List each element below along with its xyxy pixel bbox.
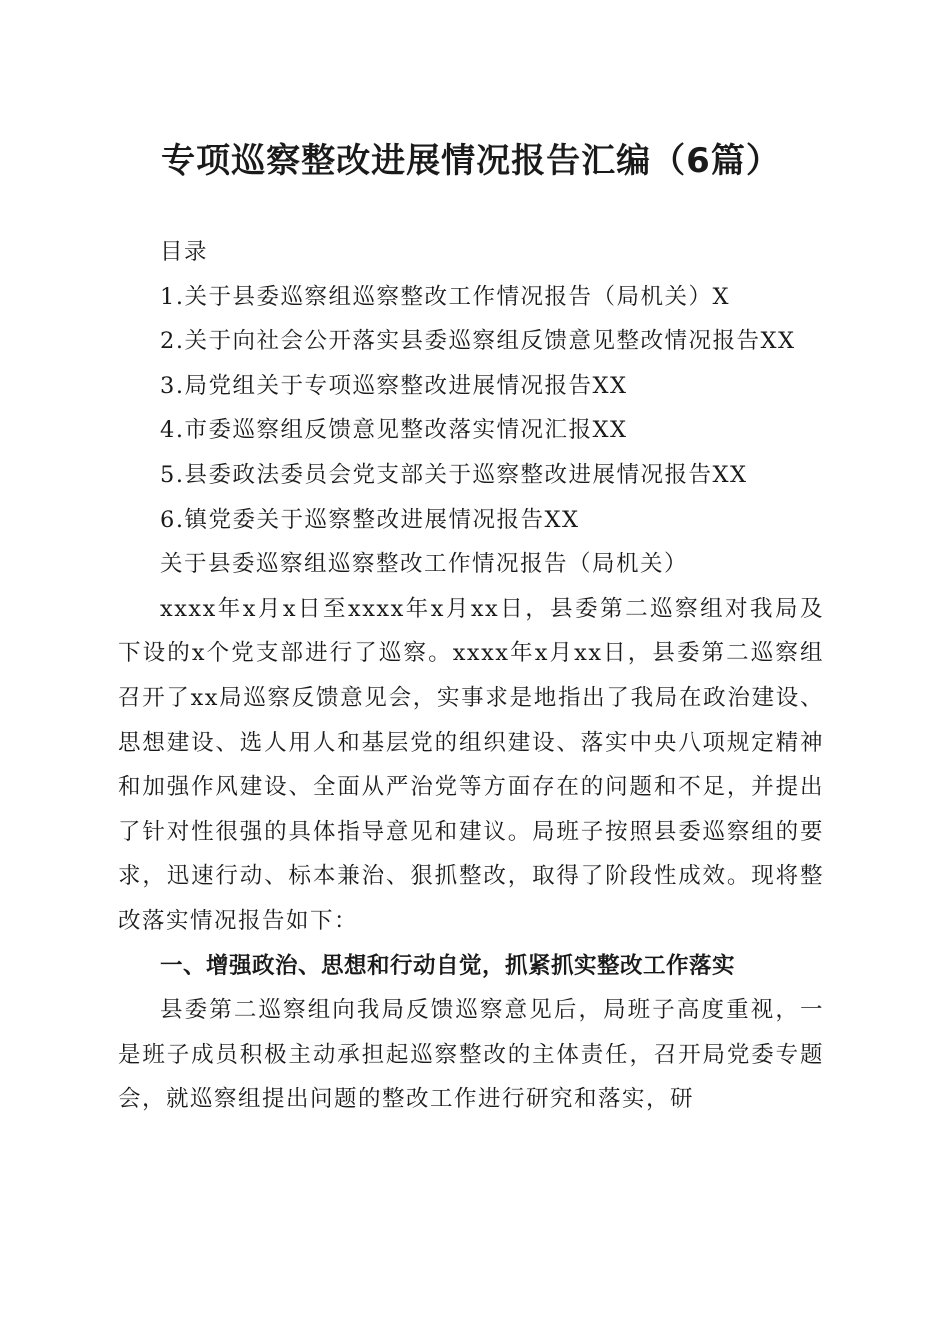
document-title: 专项巡察整改进展情况报告汇编（6篇） bbox=[161, 141, 781, 181]
toc-label: 目录 bbox=[160, 239, 209, 265]
toc-item-1: 1.关于县委巡察组巡察整改工作情况报告（局机关）X bbox=[160, 283, 730, 310]
toc-item-5: 5.县委政法委员会党支部关于巡察整改进展情况报告XX bbox=[160, 461, 748, 488]
toc-item-4: 4.市委巡察组反馈意见整改落实情况汇报XX bbox=[160, 417, 628, 444]
toc-item-3: 3.局党组关于专项巡察整改进展情况报告XX bbox=[160, 372, 628, 399]
toc-item-6: 6.镇党委关于巡察整改进展情况报告XX bbox=[160, 506, 580, 533]
paragraph-1: xxxx年x月x日至xxxx年x月xx日，县委第二巡察组对我局及下设的x个党支部进行了巡察。xxxx年x月xx日，县委第二巡察组召开了xx局巡察反馈意见会，实事求是地指出了我局在政治建设、思想建设、选人用人和基层党的组织建设、落实中央八项规定精神和加强作风建设、全面从严治党等方面存在的问题和不足，并提出了针对性很强的具体指导意见和建议。局班子按照县委巡察组的要求，迅速行动、标本兼治、狠抓整改，取得了阶段性成效。现将整改落实情况报告如下： bbox=[118, 595, 824, 934]
document-body bbox=[118, 230, 824, 1122]
paragraph-2: 县委第二巡察组向我局反馈巡察意见后，局班子高度重视，一是班子成员积极主动承担起巡察整改的主体责任，召开局党委专题会，就巡察组提出问题的整改工作进行研究和落实，研 bbox=[118, 997, 824, 1113]
article-title: 关于县委巡察组巡察整改工作情况报告（局机关） bbox=[160, 551, 689, 578]
section-1-heading: 一、增强政治、思想和行动自觉，抓紧抓实整改工作落实 bbox=[160, 952, 736, 979]
toc-item-2: 2.关于向社会公开落实县委巡察组反馈意见整改情况报告XX bbox=[160, 328, 796, 355]
